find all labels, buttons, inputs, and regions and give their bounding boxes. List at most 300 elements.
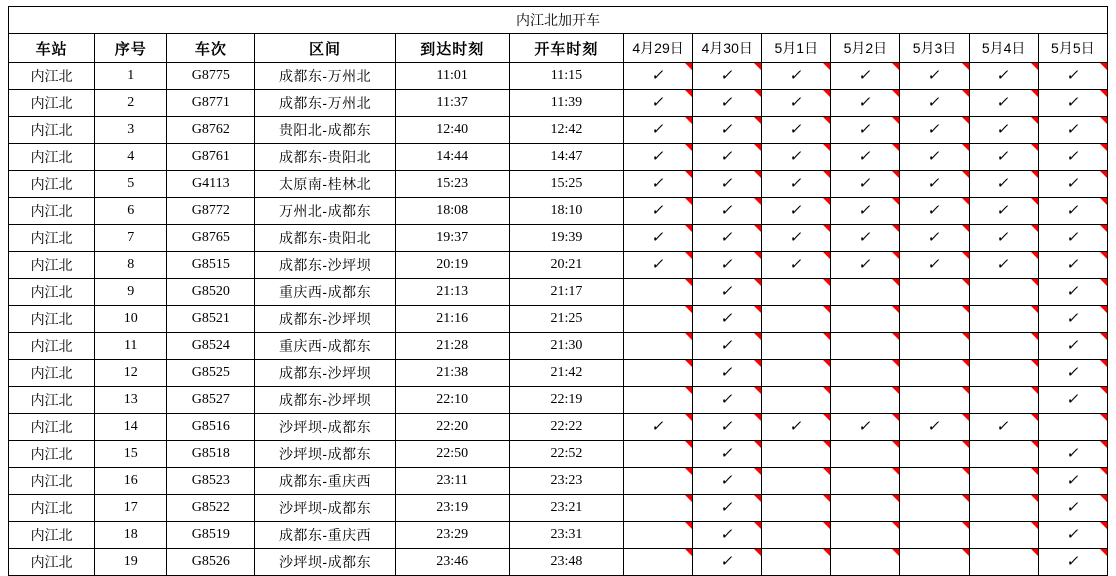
comment-marker-icon <box>754 306 761 313</box>
table-row <box>9 468 1108 495</box>
cell-service-day-5 <box>969 441 1038 468</box>
comment-marker-icon <box>962 279 969 286</box>
cell-service-day-4 <box>900 63 969 90</box>
cell-service-day-1 <box>693 90 762 117</box>
cell-route: 成都东-贵阳北 <box>255 225 395 252</box>
cell-train-number: G4113 <box>167 171 255 198</box>
cell-service-day-3 <box>831 387 900 414</box>
cell-departure-time: 12:42 <box>509 117 623 144</box>
check-icon: ✓ <box>1064 473 1081 489</box>
cell-station: 内江北 <box>9 441 95 468</box>
check-icon: ✓ <box>650 257 667 273</box>
cell-arrival-time: 23:29 <box>395 522 509 549</box>
cell-train-number: G8527 <box>167 387 255 414</box>
table-row <box>9 279 1108 306</box>
cell-train-number: G8523 <box>167 468 255 495</box>
cell-service-day-3 <box>831 468 900 495</box>
comment-marker-icon <box>962 144 969 151</box>
cell-service-day-2 <box>762 306 831 333</box>
column-header-arrival: 到达时刻 <box>395 34 509 63</box>
comment-marker-icon <box>1031 198 1038 205</box>
comment-marker-icon <box>1100 63 1107 70</box>
cell-service-day-6 <box>1038 117 1107 144</box>
comment-marker-icon <box>892 414 899 421</box>
cell-station: 内江北 <box>9 63 95 90</box>
cell-station: 内江北 <box>9 171 95 198</box>
comment-marker-icon <box>685 225 692 232</box>
comment-marker-icon <box>1031 252 1038 259</box>
cell-service-day-5 <box>969 360 1038 387</box>
cell-service-day-6 <box>1038 90 1107 117</box>
check-icon: ✓ <box>788 203 805 219</box>
comment-marker-icon <box>962 171 969 178</box>
comment-marker-icon <box>892 441 899 448</box>
cell-seq: 19 <box>95 549 167 576</box>
cell-service-day-1 <box>693 279 762 306</box>
comment-marker-icon <box>1031 90 1038 97</box>
cell-departure-time: 21:30 <box>509 333 623 360</box>
cell-route: 成都东-重庆西 <box>255 468 395 495</box>
comment-marker-icon <box>1031 468 1038 475</box>
cell-route: 成都东-万州北 <box>255 90 395 117</box>
cell-arrival-time: 22:20 <box>395 414 509 441</box>
comment-marker-icon <box>962 468 969 475</box>
cell-service-day-0 <box>624 144 693 171</box>
cell-service-day-6 <box>1038 549 1107 576</box>
cell-service-day-0 <box>624 387 693 414</box>
comment-marker-icon <box>685 549 692 556</box>
column-header-route: 区间 <box>255 34 395 63</box>
comment-marker-icon <box>823 306 830 313</box>
cell-train-number: G8761 <box>167 144 255 171</box>
comment-marker-icon <box>823 360 830 367</box>
title-row <box>9 7 1108 34</box>
table-body <box>9 63 1108 576</box>
cell-service-day-0 <box>624 441 693 468</box>
check-icon: ✓ <box>995 176 1012 192</box>
check-icon: ✓ <box>926 95 943 111</box>
cell-station: 内江北 <box>9 468 95 495</box>
cell-service-day-4 <box>900 414 969 441</box>
comment-marker-icon <box>754 171 761 178</box>
cell-departure-time: 22:52 <box>509 441 623 468</box>
check-icon: ✓ <box>1064 311 1081 327</box>
cell-station: 内江北 <box>9 306 95 333</box>
cell-train-number: G8525 <box>167 360 255 387</box>
cell-route: 万州北-成都东 <box>255 198 395 225</box>
comment-marker-icon <box>685 495 692 502</box>
comment-marker-icon <box>1031 549 1038 556</box>
cell-service-day-5 <box>969 63 1038 90</box>
comment-marker-icon <box>962 198 969 205</box>
cell-train-number: G8516 <box>167 414 255 441</box>
comment-marker-icon <box>892 495 899 502</box>
comment-marker-icon <box>1100 549 1107 556</box>
cell-service-day-0 <box>624 225 693 252</box>
check-icon: ✓ <box>857 95 874 111</box>
comment-marker-icon <box>1100 414 1107 421</box>
cell-station: 内江北 <box>9 387 95 414</box>
comment-marker-icon <box>962 441 969 448</box>
comment-marker-icon <box>1100 495 1107 502</box>
cell-arrival-time: 15:23 <box>395 171 509 198</box>
comment-marker-icon <box>685 306 692 313</box>
column-header-date-4: 5月3日 <box>900 34 969 63</box>
cell-train-number: G8520 <box>167 279 255 306</box>
check-icon: ✓ <box>719 500 736 516</box>
comment-marker-icon <box>685 522 692 529</box>
table-row <box>9 549 1108 576</box>
check-icon: ✓ <box>788 122 805 138</box>
comment-marker-icon <box>962 225 969 232</box>
cell-service-day-2 <box>762 468 831 495</box>
cell-service-day-4 <box>900 468 969 495</box>
cell-station: 内江北 <box>9 333 95 360</box>
comment-marker-icon <box>754 441 761 448</box>
cell-departure-time: 20:21 <box>509 252 623 279</box>
cell-arrival-time: 23:46 <box>395 549 509 576</box>
cell-service-day-0 <box>624 252 693 279</box>
cell-train-number: G8762 <box>167 117 255 144</box>
cell-route: 重庆西-成都东 <box>255 333 395 360</box>
cell-departure-time: 19:39 <box>509 225 623 252</box>
comment-marker-icon <box>1031 117 1038 124</box>
cell-service-day-2 <box>762 414 831 441</box>
check-icon: ✓ <box>1064 284 1081 300</box>
comment-marker-icon <box>754 549 761 556</box>
cell-service-day-1 <box>693 522 762 549</box>
cell-service-day-4 <box>900 306 969 333</box>
cell-train-number: G8515 <box>167 252 255 279</box>
cell-service-day-4 <box>900 144 969 171</box>
cell-station: 内江北 <box>9 144 95 171</box>
check-icon: ✓ <box>788 230 805 246</box>
cell-train-number: G8771 <box>167 90 255 117</box>
table-row <box>9 225 1108 252</box>
cell-service-day-4 <box>900 441 969 468</box>
cell-station: 内江北 <box>9 495 95 522</box>
cell-service-day-3 <box>831 549 900 576</box>
cell-service-day-0 <box>624 360 693 387</box>
comment-marker-icon <box>823 90 830 97</box>
cell-service-day-3 <box>831 279 900 306</box>
cell-arrival-time: 21:16 <box>395 306 509 333</box>
cell-service-day-6 <box>1038 171 1107 198</box>
comment-marker-icon <box>1100 117 1107 124</box>
check-icon: ✓ <box>719 311 736 327</box>
check-icon: ✓ <box>650 230 667 246</box>
check-icon: ✓ <box>719 230 736 246</box>
cell-route: 成都东-贵阳北 <box>255 144 395 171</box>
cell-station: 内江北 <box>9 414 95 441</box>
check-icon: ✓ <box>995 149 1012 165</box>
column-header-date-0: 4月29日 <box>624 34 693 63</box>
check-icon: ✓ <box>926 68 943 84</box>
comment-marker-icon <box>1031 63 1038 70</box>
cell-service-day-3 <box>831 90 900 117</box>
comment-marker-icon <box>754 495 761 502</box>
cell-service-day-5 <box>969 252 1038 279</box>
comment-marker-icon <box>823 495 830 502</box>
cell-service-day-2 <box>762 441 831 468</box>
column-header-seq: 序号 <box>95 34 167 63</box>
cell-service-day-5 <box>969 198 1038 225</box>
comment-marker-icon <box>754 225 761 232</box>
cell-service-day-3 <box>831 414 900 441</box>
check-icon: ✓ <box>719 257 736 273</box>
comment-marker-icon <box>754 63 761 70</box>
table-header <box>9 7 1108 63</box>
cell-route: 成都东-沙坪坝 <box>255 252 395 279</box>
cell-service-day-1 <box>693 549 762 576</box>
check-icon: ✓ <box>719 446 736 462</box>
cell-route: 沙坪坝-成都东 <box>255 495 395 522</box>
comment-marker-icon <box>892 360 899 367</box>
comment-marker-icon <box>962 90 969 97</box>
comment-marker-icon <box>1031 495 1038 502</box>
comment-marker-icon <box>892 468 899 475</box>
cell-seq: 17 <box>95 495 167 522</box>
cell-departure-time: 22:19 <box>509 387 623 414</box>
header-row <box>9 34 1108 63</box>
comment-marker-icon <box>1031 279 1038 286</box>
cell-departure-time: 23:31 <box>509 522 623 549</box>
check-icon: ✓ <box>650 122 667 138</box>
cell-seq: 10 <box>95 306 167 333</box>
check-icon: ✓ <box>1064 392 1081 408</box>
comment-marker-icon <box>823 171 830 178</box>
cell-arrival-time: 11:01 <box>395 63 509 90</box>
check-icon: ✓ <box>719 122 736 138</box>
cell-service-day-0 <box>624 306 693 333</box>
cell-service-day-1 <box>693 144 762 171</box>
comment-marker-icon <box>685 441 692 448</box>
cell-seq: 9 <box>95 279 167 306</box>
column-header-station: 车站 <box>9 34 95 63</box>
check-icon: ✓ <box>719 149 736 165</box>
cell-service-day-6 <box>1038 333 1107 360</box>
comment-marker-icon <box>892 333 899 340</box>
comment-marker-icon <box>754 252 761 259</box>
comment-marker-icon <box>1031 441 1038 448</box>
cell-service-day-4 <box>900 522 969 549</box>
cell-seq: 12 <box>95 360 167 387</box>
cell-service-day-3 <box>831 333 900 360</box>
cell-service-day-6 <box>1038 306 1107 333</box>
comment-marker-icon <box>685 252 692 259</box>
cell-train-number: G8526 <box>167 549 255 576</box>
check-icon: ✓ <box>857 230 874 246</box>
cell-arrival-time: 21:13 <box>395 279 509 306</box>
cell-service-day-0 <box>624 549 693 576</box>
comment-marker-icon <box>754 333 761 340</box>
check-icon: ✓ <box>1064 176 1081 192</box>
comment-marker-icon <box>1031 333 1038 340</box>
comment-marker-icon <box>685 333 692 340</box>
comment-marker-icon <box>754 522 761 529</box>
cell-service-day-3 <box>831 117 900 144</box>
cell-service-day-3 <box>831 171 900 198</box>
cell-arrival-time: 20:19 <box>395 252 509 279</box>
cell-service-day-0 <box>624 468 693 495</box>
cell-service-day-5 <box>969 495 1038 522</box>
table-row <box>9 333 1108 360</box>
table-row <box>9 522 1108 549</box>
comment-marker-icon <box>892 144 899 151</box>
check-icon: ✓ <box>857 149 874 165</box>
comment-marker-icon <box>823 549 830 556</box>
cell-service-day-1 <box>693 63 762 90</box>
table-row <box>9 495 1108 522</box>
cell-seq: 11 <box>95 333 167 360</box>
cell-service-day-6 <box>1038 387 1107 414</box>
table-row <box>9 144 1108 171</box>
column-header-departure: 开车时刻 <box>509 34 623 63</box>
cell-service-day-3 <box>831 306 900 333</box>
comment-marker-icon <box>892 549 899 556</box>
comment-marker-icon <box>1100 306 1107 313</box>
cell-seq: 3 <box>95 117 167 144</box>
check-icon: ✓ <box>1064 446 1081 462</box>
cell-route: 成都东-沙坪坝 <box>255 387 395 414</box>
check-icon: ✓ <box>719 419 736 435</box>
comment-marker-icon <box>823 441 830 448</box>
cell-service-day-1 <box>693 117 762 144</box>
cell-service-day-2 <box>762 387 831 414</box>
comment-marker-icon <box>1031 360 1038 367</box>
comment-marker-icon <box>754 279 761 286</box>
comment-marker-icon <box>754 198 761 205</box>
cell-route: 成都东-万州北 <box>255 63 395 90</box>
cell-service-day-5 <box>969 522 1038 549</box>
comment-marker-icon <box>892 225 899 232</box>
check-icon: ✓ <box>650 419 667 435</box>
cell-service-day-5 <box>969 144 1038 171</box>
cell-service-day-6 <box>1038 198 1107 225</box>
table-row <box>9 171 1108 198</box>
comment-marker-icon <box>823 387 830 394</box>
cell-service-day-1 <box>693 306 762 333</box>
check-icon: ✓ <box>1064 365 1081 381</box>
cell-service-day-0 <box>624 522 693 549</box>
cell-train-number: G8772 <box>167 198 255 225</box>
comment-marker-icon <box>1031 225 1038 232</box>
cell-arrival-time: 23:11 <box>395 468 509 495</box>
cell-route: 沙坪坝-成都东 <box>255 414 395 441</box>
comment-marker-icon <box>962 414 969 421</box>
check-icon: ✓ <box>719 68 736 84</box>
comment-marker-icon <box>823 225 830 232</box>
cell-service-day-2 <box>762 495 831 522</box>
cell-service-day-1 <box>693 225 762 252</box>
cell-seq: 14 <box>95 414 167 441</box>
cell-seq: 8 <box>95 252 167 279</box>
check-icon: ✓ <box>650 176 667 192</box>
cell-service-day-2 <box>762 198 831 225</box>
cell-station: 内江北 <box>9 360 95 387</box>
comment-marker-icon <box>754 90 761 97</box>
comment-marker-icon <box>892 252 899 259</box>
cell-train-number: G8519 <box>167 522 255 549</box>
cell-seq: 7 <box>95 225 167 252</box>
comment-marker-icon <box>823 144 830 151</box>
cell-station: 内江北 <box>9 279 95 306</box>
check-icon: ✓ <box>995 419 1012 435</box>
comment-marker-icon <box>892 90 899 97</box>
cell-service-day-1 <box>693 360 762 387</box>
comment-marker-icon <box>962 117 969 124</box>
cell-service-day-1 <box>693 387 762 414</box>
cell-service-day-3 <box>831 225 900 252</box>
cell-service-day-4 <box>900 333 969 360</box>
cell-arrival-time: 11:37 <box>395 90 509 117</box>
cell-route: 沙坪坝-成都东 <box>255 549 395 576</box>
cell-arrival-time: 14:44 <box>395 144 509 171</box>
check-icon: ✓ <box>788 257 805 273</box>
cell-service-day-5 <box>969 306 1038 333</box>
cell-service-day-2 <box>762 279 831 306</box>
cell-departure-time: 11:39 <box>509 90 623 117</box>
comment-marker-icon <box>685 90 692 97</box>
table-row <box>9 117 1108 144</box>
cell-service-day-2 <box>762 63 831 90</box>
check-icon: ✓ <box>926 122 943 138</box>
cell-route: 成都东-沙坪坝 <box>255 306 395 333</box>
cell-service-day-6 <box>1038 63 1107 90</box>
comment-marker-icon <box>754 468 761 475</box>
cell-seq: 13 <box>95 387 167 414</box>
cell-service-day-2 <box>762 117 831 144</box>
comment-marker-icon <box>962 252 969 259</box>
cell-service-day-6 <box>1038 360 1107 387</box>
cell-station: 内江北 <box>9 117 95 144</box>
comment-marker-icon <box>1100 387 1107 394</box>
comment-marker-icon <box>685 468 692 475</box>
cell-service-day-0 <box>624 333 693 360</box>
comment-marker-icon <box>754 387 761 394</box>
cell-route: 贵阳北-成都东 <box>255 117 395 144</box>
check-icon: ✓ <box>926 203 943 219</box>
comment-marker-icon <box>1100 171 1107 178</box>
check-icon: ✓ <box>719 473 736 489</box>
cell-seq: 4 <box>95 144 167 171</box>
cell-seq: 6 <box>95 198 167 225</box>
cell-service-day-5 <box>969 333 1038 360</box>
column-header-date-2: 5月1日 <box>762 34 831 63</box>
page-title: 内江北加开车 <box>9 7 1108 34</box>
comment-marker-icon <box>892 171 899 178</box>
cell-service-day-1 <box>693 171 762 198</box>
cell-service-day-4 <box>900 279 969 306</box>
cell-departure-time: 14:47 <box>509 144 623 171</box>
comment-marker-icon <box>1031 306 1038 313</box>
cell-departure-time: 18:10 <box>509 198 623 225</box>
cell-arrival-time: 21:38 <box>395 360 509 387</box>
check-icon: ✓ <box>926 419 943 435</box>
check-icon: ✓ <box>719 392 736 408</box>
cell-route: 沙坪坝-成都东 <box>255 441 395 468</box>
cell-departure-time: 23:23 <box>509 468 623 495</box>
cell-service-day-1 <box>693 468 762 495</box>
table-row <box>9 90 1108 117</box>
cell-route: 太原南-桂林北 <box>255 171 395 198</box>
cell-station: 内江北 <box>9 225 95 252</box>
cell-service-day-5 <box>969 468 1038 495</box>
check-icon: ✓ <box>857 203 874 219</box>
cell-departure-time: 21:25 <box>509 306 623 333</box>
comment-marker-icon <box>823 198 830 205</box>
cell-seq: 2 <box>95 90 167 117</box>
